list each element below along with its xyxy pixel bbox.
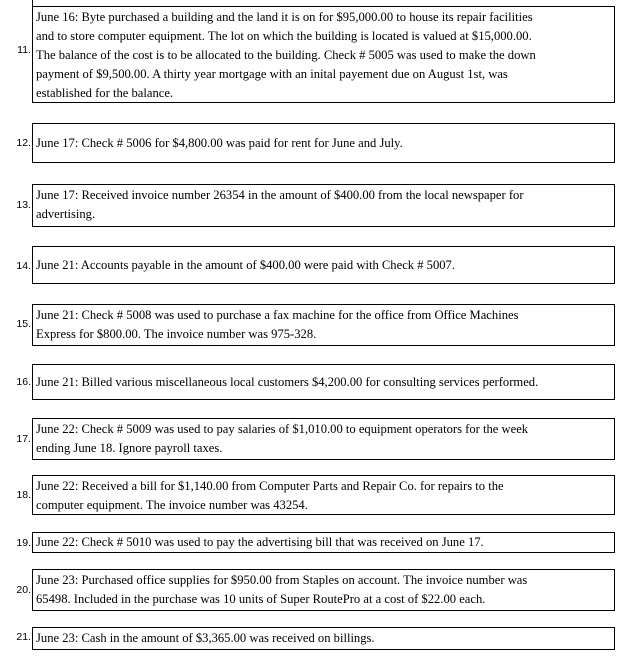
transaction-text-line: ending June 18. Ignore payroll taxes. — [36, 441, 223, 455]
transaction-number: 14. — [16, 260, 31, 272]
transaction-text-line: June 22: Received a bill for $1,140.00 from Computer Parts and Repair Co. for repairs to the — [36, 479, 504, 493]
transaction-number: 12. — [16, 137, 31, 149]
transaction-text-line: June 22: Check # 5009 was used to pay salaries of $1,010.00 to equipment operators for the week — [36, 422, 529, 436]
transaction-text-line: and to store computer equipment. The lot on which the building is located is valued at $15,000.00. — [36, 29, 532, 43]
transaction-text-line: Express for $800.00. The invoice number was 975-328. — [36, 327, 317, 341]
transaction-number: 16. — [16, 376, 31, 388]
transaction-text-box — [32, 475, 615, 515]
transaction-text-line: June 22: Check # 5010 was used to pay the advertising bill that was received on June 17. — [36, 535, 484, 549]
transaction-text-line: advertising. — [36, 207, 96, 221]
transaction-text-box — [32, 6, 615, 103]
transaction-text-line: payment of $9,500.00. A thirty year mortgage with an inital payement due on August 1st, was — [36, 67, 508, 81]
transaction-text-line: June 17: Check # 5006 for $4,800.00 was paid for rent for June and July. — [36, 135, 403, 150]
transaction-text-box — [32, 246, 615, 284]
transaction-text-box — [32, 418, 615, 460]
transaction-text-box — [32, 184, 615, 227]
transaction-number: 11. — [17, 44, 31, 56]
transaction-text-box — [32, 627, 615, 650]
transaction-text-line: June 21: Billed various miscellaneous local customers $4,200.00 for consulting services performed. — [36, 374, 539, 389]
transaction-number: 18. — [16, 489, 31, 501]
transaction-text-line: June 21: Check # 5008 was used to purchase a fax machine for the office from Office Machines — [36, 308, 519, 322]
transaction-number: 21. — [16, 631, 31, 643]
transaction-text-line: June 17: Received invoice number 26354 in the amount of $400.00 from the local newspaper for — [36, 188, 524, 202]
transaction-number: 15. — [16, 318, 31, 330]
transaction-number: 13. — [16, 199, 31, 211]
transaction-text-line: June 23: Cash in the amount of $3,365.00 was received on billings. — [36, 631, 375, 645]
transaction-text-box — [32, 569, 615, 611]
transaction-text-line: computer equipment. The invoice number was 43254. — [36, 498, 308, 512]
transaction-text-box — [32, 532, 615, 553]
transaction-text-line: 65498. Included in the purchase was 10 units of Super RoutePro at a cost of $22.00 each. — [36, 592, 486, 606]
transaction-number: 19. — [16, 537, 31, 549]
transaction-text-line: June 23: Purchased office supplies for $950.00 from Staples on account. The invoice number was — [36, 573, 528, 587]
transaction-text-box — [32, 364, 615, 400]
transaction-text-line: established for the balance. — [36, 86, 174, 100]
divider — [32, 0, 33, 8]
transaction-text-box — [32, 304, 615, 346]
transaction-number: 17. — [16, 433, 31, 445]
transaction-text-line: The balance of the cost is to be allocated to the building. Check # 5005 was used to make the down — [36, 48, 536, 62]
transaction-text-line: June 21: Accounts payable in the amount of $400.00 were paid with Check # 5007. — [36, 257, 456, 272]
transaction-number: 20. — [16, 584, 31, 596]
transaction-text-line: June 16: Byte purchased a building and the land it is on for $95,000.00 to house its repair facilities — [36, 10, 533, 24]
transaction-text-box — [32, 123, 615, 163]
